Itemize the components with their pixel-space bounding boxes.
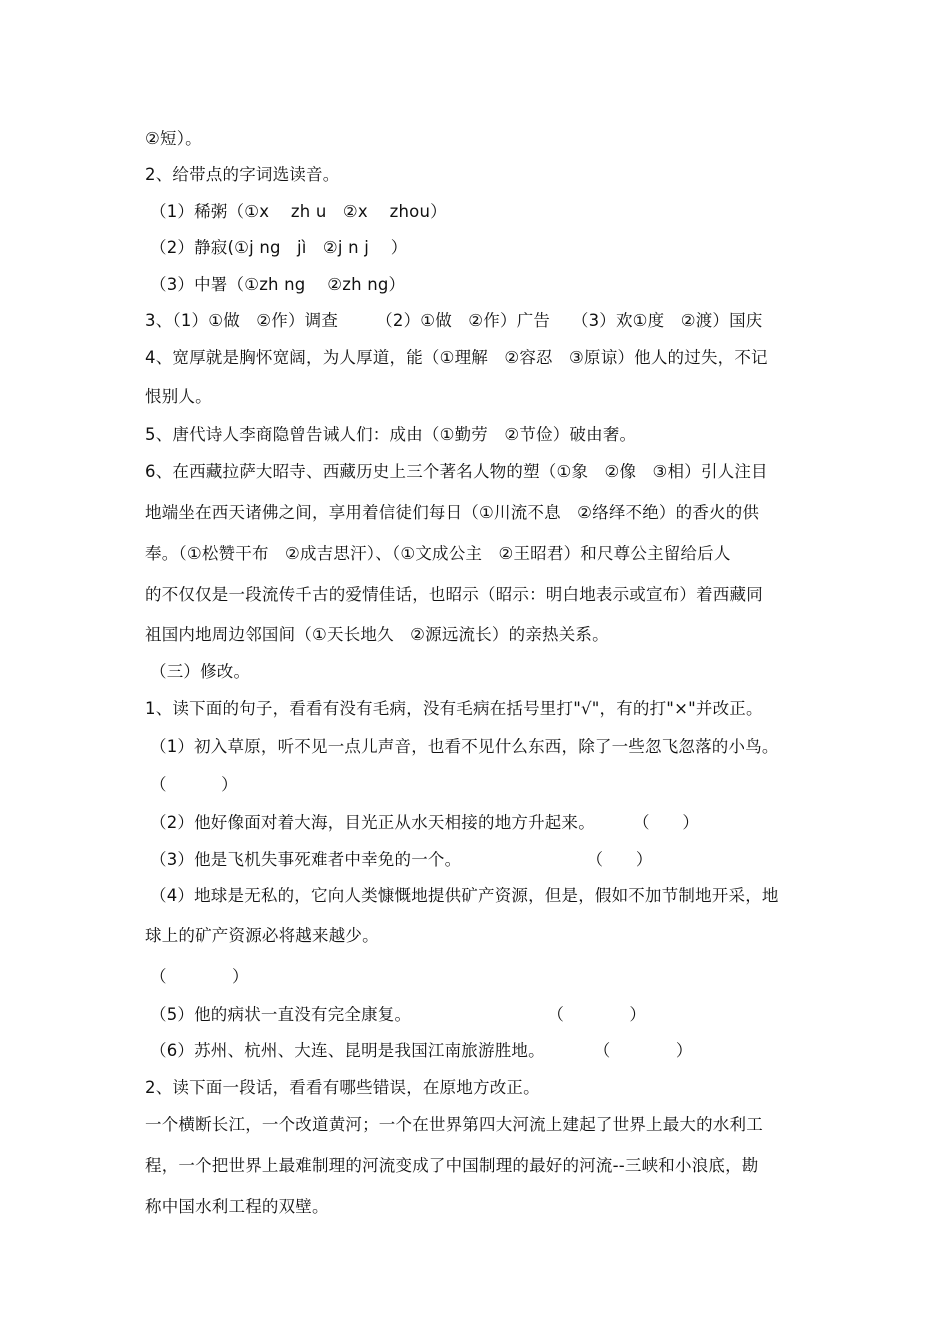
text-line: 奉。（①松赞干布 ②成吉思汗）、（①文成公主 ②王昭君）和尺尊公主留给后人 [145,544,731,563]
text-line: （2）他好像面对着大海，目光正从水天相接的地方升起来。 （ ） [150,813,700,832]
text-line: 称中国水利工程的双壁。 [145,1197,329,1216]
text-line: 一个横断长江，一个改道黄河；一个在世界第四大河流上建起了世界上最大的水利工 [145,1115,763,1134]
text-line: ②短）。 [145,129,202,148]
text-line: （4）地球是无私的，它向人类慷慨地提供矿产资源，但是，假如不加节制地开采，地 [150,886,779,905]
question-heading: 1、读下面的句子，看看有没有毛病，没有毛病在括号里打"√"，有的打"×"并改正。 [145,699,763,718]
text-line: （1）稀粥（①x zh u ②x zhou） [150,202,447,221]
text-line: 祖国内地周边邻国间（①天长地久 ②源远流长）的亲热关系。 [145,625,609,644]
question-heading: 2、给带点的字词选读音。 [145,165,340,184]
text-line: （6）苏州、杭州、大连、昆明是我国江南旅游胜地。 （ ） [150,1041,693,1060]
text-line: 球上的矿产资源必将越来越少。 [145,926,379,945]
text-line: （3）中署（①zh ng ②zh ng） [150,275,406,294]
section-heading: （三）修改。 [150,662,251,681]
text-line: （1）初入草原，听不见一点儿声音，也看不见什么东西，除了一些忽飞忽落的小鸟。 [150,737,779,756]
text-line: （2）静寂(①j ng jì ②j n j ） [150,238,408,257]
text-line: （3）他是飞机失事死难者中幸免的一个。 （ ） [150,850,653,869]
answer-bracket: （ ） [150,967,249,986]
text-line: 地端坐在西天诸佛之间，享用着信徒们每日（①川流不息 ②络绎不绝）的香火的供 [145,503,760,522]
question-heading: 4、宽厚就是胸怀宽阔，为人厚道，能（①理解 ②容忍 ③原谅）他人的过失，不记 [145,348,768,367]
answer-bracket: （ ） [150,775,238,794]
text-line: 恨别人。 [145,387,212,406]
text-line: （5）他的病状一直没有完全康复。 （ ） [150,1005,647,1024]
text-line: 程，一个把世界上最难制理的河流变成了中国制理的最好的河流--三峡和小浪底，勘 [145,1156,759,1175]
text-line: 的不仅仅是一段流传千古的爱情佳话，也昭示（昭示：明白地表示或宣布）着西藏同 [145,585,763,604]
question-heading: 5、唐代诗人李商隐曾告诫人们：成由（①勤劳 ②节俭）破由奢。 [145,425,637,444]
question-heading: 6、在西藏拉萨大昭寺、西藏历史上三个著名人物的塑（①象 ②像 ③相）引人注目 [145,462,768,481]
question-heading: 3、（1）①做 ②作）调查 （2）①做 ②作）广告 （3）欢①度 ②渡）国庆 [145,311,763,330]
question-heading: 2、读下面一段话，看看有哪些错误，在原地方改正。 [145,1078,540,1097]
